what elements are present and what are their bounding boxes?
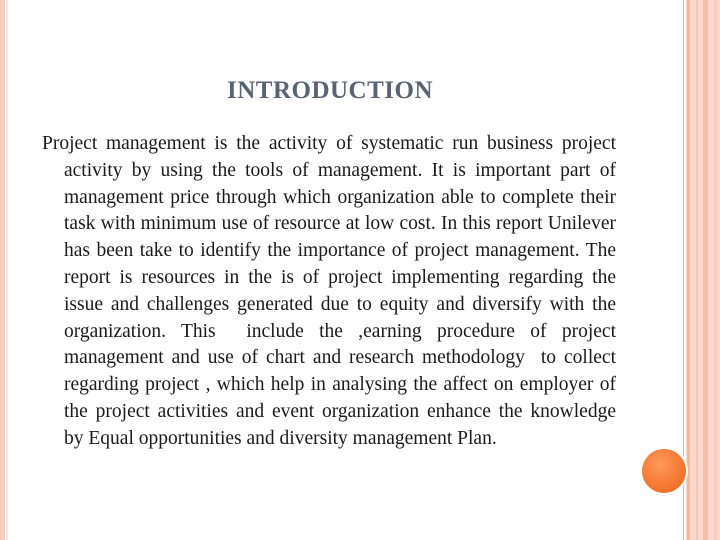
slide-title: INTRODUCTION xyxy=(226,77,434,104)
left-border-stripe-inner xyxy=(6,0,8,540)
right-border-divider xyxy=(683,0,684,540)
slide-body-text: Project management is the activity of systematic run business project activity by using the tools of management. It is important part of management price through which organization able to complete their task with minimum use of resource at low cost. In this report Unilever has been take to identify the importance of project management. The report is resources in the is of project implementing regarding the issue and challenges generated due to equity and diversify with the organization. This include the ,earning procedure of project management and use of chart and research methodology to collect regarding project , which help in analysing the affect on employer of the project activities and event organization enhance the knowledge by Equal opportunities and diversity management Plan. xyxy=(42,133,626,449)
right-border-line xyxy=(703,0,708,540)
orange-circle-decoration xyxy=(642,449,686,493)
right-border-line xyxy=(687,0,690,540)
right-border-line xyxy=(696,0,698,540)
right-border-line xyxy=(714,0,717,540)
left-border-stripe xyxy=(0,0,5,540)
